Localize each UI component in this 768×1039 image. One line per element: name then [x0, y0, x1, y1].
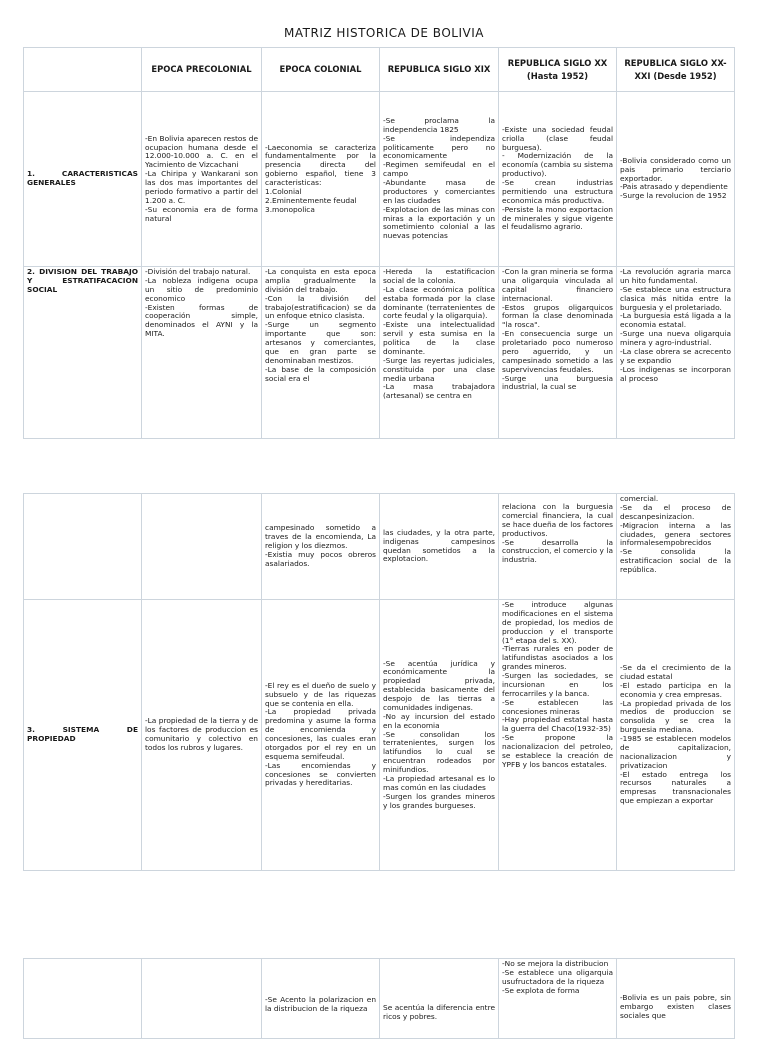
table-cell	[142, 959, 262, 1039]
table-cell: campesinado sometido a traves de la encomienda, La religion y los diezmos. -Existia muy pocos obreros asalariados.	[262, 494, 380, 600]
table-cell: -No se mejora la distribucion -Se establece una oligarquia usufructadora de la riqueza -Se explota de forma	[499, 959, 617, 1039]
page-title: MATRIZ HISTORICA DE BOLIVIA	[284, 26, 484, 40]
table-cell: -Bolivia es un pais pobre, sin embargo existen clases sociales que	[617, 959, 735, 1039]
table-cell: -Se introduce algunas modificaciones en el sistema de propiedad, los medios de produccion y el transporte (1° etapa del s. XX). -Tierras rurales en poder de latifundistas asociados a los grandes mineros. -Surgen las sociedades, se incursionan en los ferrocarriles y la banca. -Se establecen las concesiones mineras -Hay propiedad estatal hasta la guerra del Chaco(1932-35) -Se propone la nacionalizacion del petroleo, se establece la creación de YPFB y los bancos estatales.	[499, 600, 617, 871]
row-label	[24, 494, 142, 600]
header-republica-siglo-xx: REPUBLICA SIGLO XX (Hasta 1952)	[499, 48, 617, 92]
table-row-sistema-de-propiedad	[24, 600, 735, 871]
row-label: 3. SISTEMA DE PROPIEDAD	[24, 600, 142, 871]
table-cell: relaciona con la burguesia comercial financiera, la cual se hace dueña de los factores productivos. -Se desarrolla la construccion, el comercio y la industria.	[499, 494, 617, 600]
table-cell: -Se da el crecimiento de la ciudad estatal -El estado participa en la economia y crea empresas. -La propiedad privada de los medios de produccion se consolida y se crea la burguesia mediana. -1985 se establecen modelos de capitalizacion, nacionalizacion y privatizacion -El estado entrega los recursos naturales a empresas transnacionales que empiezan a exportar	[617, 600, 735, 871]
table-cell: -Bolivia considerado como un pais primario terciario exportador. -Pais atrasado y dependiente -Surge la revolucion de 1952	[617, 92, 735, 267]
header-republica-siglo-xx-xxi: REPUBLICA SIGLO XX-XXI (Desde 1952)	[617, 48, 735, 92]
matrix-table-part-1	[23, 47, 735, 439]
table-cell: -La revolución agraria marca un hito fundamental. -Se establece una estructura clasica más nitida entre la burguesia y el proletariado. -La burguesia está ligada a la economia estatal. -Surge una nueva oligarquia minera y agro-industrial. -La clase obrera se acrecento y se expandio -Los indigenas se incorporan al proceso	[617, 267, 735, 439]
row-label	[24, 959, 142, 1039]
header-row	[24, 48, 735, 92]
table-cell: Se acentúa la diferencia entre ricos y pobres.	[380, 959, 499, 1039]
table-cell: -En Bolivia aparecen restos de ocupacion humana desde el 12.000-10.000 a. C. en el Yacimiento de Vizcachani -La Chiripa y Wankarani son las dos mas importantes del periodo formativo a partir del 1.200 a. C. -Su economia era de forma natural	[142, 92, 262, 267]
matrix-table-part-2	[23, 493, 735, 871]
table-cell: -División del trabajo natural. -La nobleza indigena ocupa un sitio de predominio economico -Existen formas de cooperación simple, denominados el AYNI y la MITA.	[142, 267, 262, 439]
table-cell: -Se acentúa jurídica y económicamente la propiedad privada, establecida basicamente del despojo de las tierras a comunidades indigenas. -No ay incursion del estado en la economia -Se consolidan los terratenientes, surgen los latifundios lo cual se encuentran rodeados por minifundios. -La propiedad artesanal es lo mas común en las ciudades -Surgen los grandes mineros y los grandes burgueses.	[380, 600, 499, 871]
table-cell: las ciudades, y la otra parte, indigenas campesinos quedan sometidos a la explotacion.	[380, 494, 499, 600]
table-cell	[142, 494, 262, 600]
table-row-partial	[24, 959, 735, 1039]
header-epoca-precolonial: EPOCA PRECOLONIAL	[142, 48, 262, 92]
row-label: 2. DIVISION DEL TRABAJO Y ESTRATIFACACION SOCIAL	[24, 267, 142, 439]
table-cell: -Laeconomia se caracteriza fundamentalmente por la presencia directa del gobierno español, tiene 3 caracteristicas: 1.Colonial 2.Eminentemente feudal 3.monopolica	[262, 92, 380, 267]
table-row-caracteristicas-generales	[24, 92, 735, 267]
table-cell: -Se proclama la independencia 1825 -Se independiza politicamente pero no economicamente -Regimen semifeudal en el campo -Abundante masa de productores y comerciantes en las ciudades -Explotacion de las minas con miras a la exportación y un sometimiento colonial a las nuevas potencias	[380, 92, 499, 267]
matrix-table-part-3	[23, 958, 735, 1039]
table-row-continuation	[24, 494, 735, 600]
table-row-division-del-trabajo	[24, 267, 735, 439]
header-epoca-colonial: EPOCA COLONIAL	[262, 48, 380, 92]
table-cell: comercial. -Se da el proceso de descanpesinizacion. -Migracion interna a las ciudades, genera sectores informalesempobrecidos -Se consolida la estratificacion social de la república.	[617, 494, 735, 600]
table-cell: -Con la gran mineria se forma una oligarquia vinculada al capital financiero internacional. -Estos grupos oligarquicos forman la clase denominada "la rosca". -En consecuencia surge un proletariado poco numeroso pero aguerrido, y un campesinado sometido a las supervivencias feudales. -Surge una burguesia industrial, la cual se	[499, 267, 617, 439]
table-cell: -Hereda la estatificacion social de la colonia. -La clase económica política estaba formada por la clase dominante (terratenientes de corte feudal y la oligarquia). -Existe una intelectualidad servil y esta sumisa en la politica de la clase dominante. -Surge las reyertas judiciales, constituida por una clase media urbana -La masa trabajadora (artesanal) se centra en	[380, 267, 499, 439]
table-cell: -Se Acento la polarizacion en la distribucion de la riqueza	[262, 959, 380, 1039]
table-cell: -El rey es el dueño de suelo y subsuelo y de las riquezas que se contenia en ella. -La propiedad privada predomina y asume la forma de encomienda y concesiones, las cuales eran otorgados por el rey en un esquema semifeudal. -Las encomiendas y concesiones se convierten privadas y hereditarias.	[262, 600, 380, 871]
header-republica-siglo-xix: REPUBLICA SIGLO XIX	[380, 48, 499, 92]
row-label: 1. CARACTERISTICAS GENERALES	[24, 92, 142, 267]
header-cell-empty	[24, 48, 142, 92]
table-cell: -La conquista en esta epoca amplia gradualmente la división del trabajo. -Con la división del trabajo(estratificacion) se da un enfoque etnico clasista. -Surge un segmento importante que son: artesanos y comerciantes, que en gran parte se denominaban mestizos. -La base de la composición social era el	[262, 267, 380, 439]
table-cell: -Existe una sociedad feudal criolla (clase feudal burguesa). - Modernización de la economía (cambia su sistema productivo). -Se crean industrias permitiendo una estructura economica más productiva. -Persiste la mono exportacion de minerales y sigue vigente el feudalismo agrario.	[499, 92, 617, 267]
table-cell: -La propiedad de la tierra y de los factores de produccion es comunitario y colectivo en todos los rubros y lugares.	[142, 600, 262, 871]
